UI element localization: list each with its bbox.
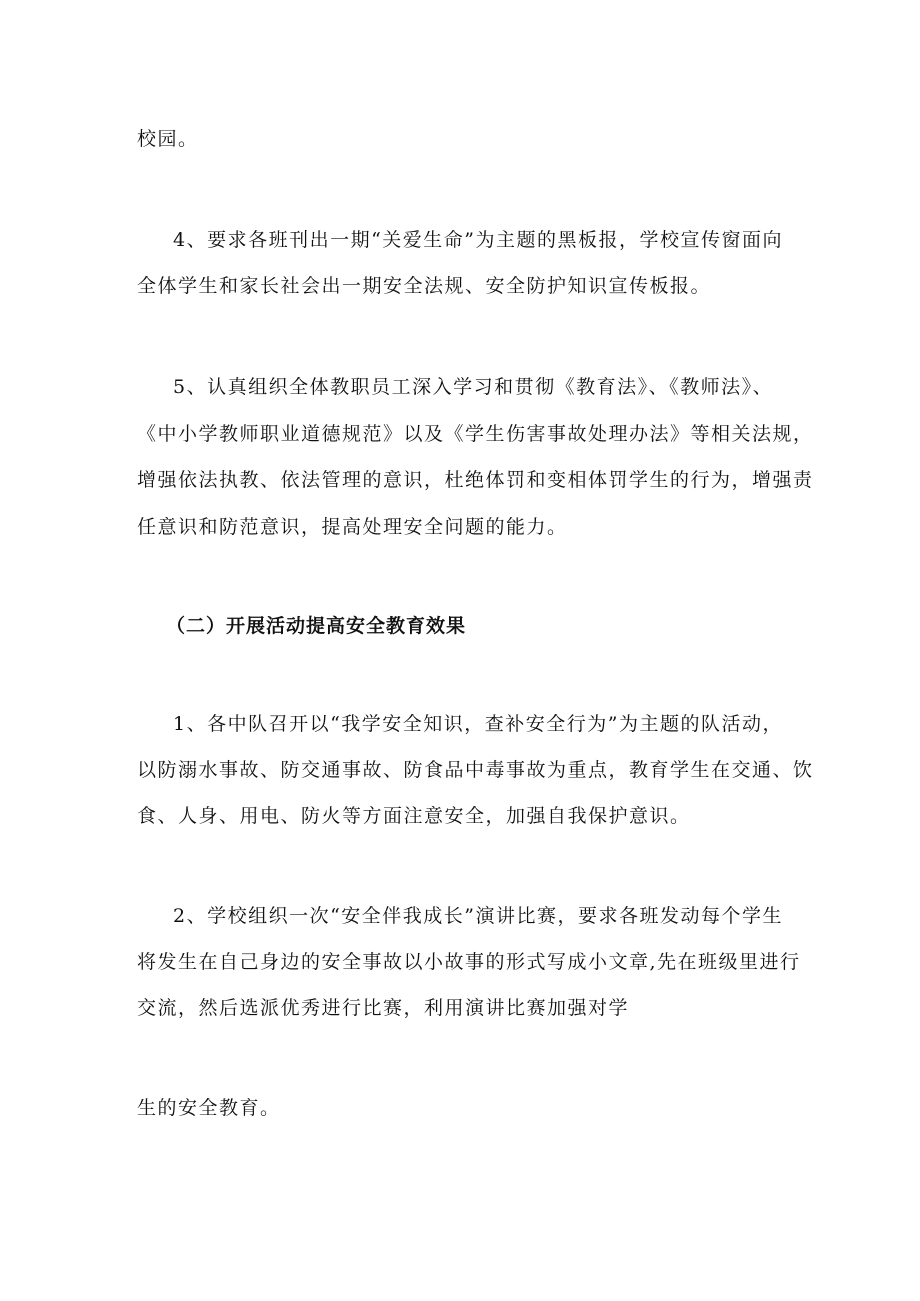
item-1-line-1: 1、各中队召开以“我学安全知识，查补安全行为”为主题的队活动， [173,713,784,735]
item-2-line-2: 将发生在自己身边的安全事故以小故事的形式写成小文章,先在班级里进行 [137,951,801,973]
paragraph-5-line-2: 《中小学教师职业道德规范》以及《学生伤害事故处理办法》等相关法规， [137,423,814,445]
item-1-line-3: 食、人身、用电、防火等方面注意安全，加强自我保护意识。 [137,805,691,827]
item-2-tail-line: 生的安全教育。 [137,1097,281,1119]
item-2-line-3: 交流，然后选派优秀进行比赛，利用演讲比赛加强对学 [137,997,630,1019]
paragraph-5-line-4: 任意识和防范意识，提高处理安全问题的能力。 [137,516,568,538]
paragraph-4-line-1: 4、要求各班刊出一期“关爱生命”为主题的黑板报，学校宣传窗面向 [173,229,784,251]
paragraph-5-line-1: 5、认真组织全体教职员工深入学习和贯彻《教育法》、《教师法》、 [173,376,774,398]
paragraph-5-line-3: 增强依法执教、依法管理的意识，杜绝体罚和变相体罚学生的行为，增强责 [137,469,814,491]
item-2-line-1: 2、学校组织一次“安全伴我成长”演讲比赛，要求各班发动每个学生 [173,905,784,927]
item-1-line-2: 以防溺水事故、防交通事故、防食品中毒事故为重点，教育学生在交通、饮 [137,759,814,781]
paragraph-continuation-line: 校园。 [137,128,199,150]
paragraph-4-line-2: 全体学生和家长社会出一期安全法规、安全防护知识宣传板报。 [137,275,712,297]
section-heading: （二）开展活动提高安全教育效果 [166,615,467,637]
